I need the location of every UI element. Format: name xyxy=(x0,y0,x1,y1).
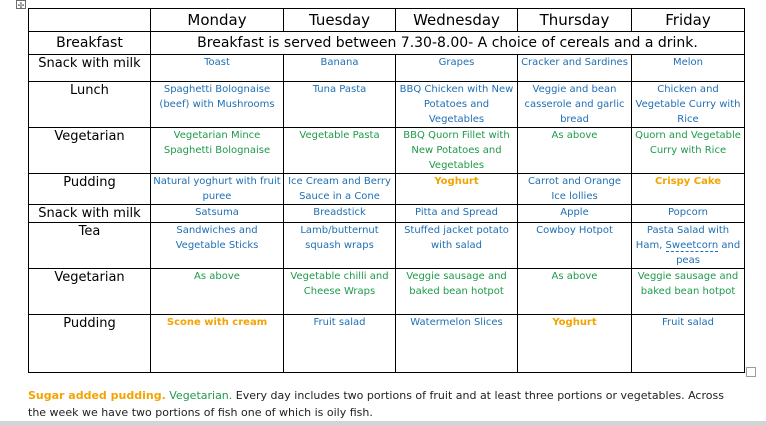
breakfast-row xyxy=(29,32,745,55)
menu-cell: Scone with cream xyxy=(151,315,284,373)
breakfast-label: Breakfast xyxy=(29,32,151,55)
menu-row xyxy=(29,315,745,373)
menu-cell: Sandwiches and Vegetable Sticks xyxy=(151,223,284,269)
day-tuesday: Tuesday xyxy=(284,9,396,32)
menu-cell: Grapes xyxy=(396,55,518,82)
day-header-row xyxy=(29,9,745,32)
day-wednesday: Wednesday xyxy=(396,9,518,32)
vegetarian-key: Vegetarian. xyxy=(169,389,233,402)
row-label: Pudding xyxy=(29,174,151,205)
sugar-key: Sugar added pudding. xyxy=(28,389,166,402)
menu-row xyxy=(29,269,745,315)
menu-cell: Crispy Cake xyxy=(632,174,745,205)
row-label: Pudding xyxy=(29,315,151,373)
menu-cell: Natural yoghurt with fruit puree xyxy=(151,174,284,205)
row-label: Snack with milk xyxy=(29,205,151,223)
menu-cell: Spaghetti Bolognaise (beef) with Mushrooms xyxy=(151,82,284,128)
day-monday: Monday xyxy=(151,9,284,32)
menu-table xyxy=(28,8,745,373)
menu-cell: Melon xyxy=(632,55,745,82)
menu-cell: BBQ Quorn Fillet with New Potatoes and Vegetables xyxy=(396,128,518,174)
menu-cell: Apple xyxy=(518,205,632,223)
menu-cell: As above xyxy=(151,269,284,315)
day-thursday: Thursday xyxy=(518,9,632,32)
menu-cell: Veggie sausage and baked bean hotpot xyxy=(396,269,518,315)
menu-cell: Chicken and Vegetable Curry with Rice xyxy=(632,82,745,128)
menu-row xyxy=(29,128,745,174)
row-label: Vegetarian xyxy=(29,269,151,315)
menu-cell: Watermelon Slices xyxy=(396,315,518,373)
menu-cell: Yoghurt xyxy=(518,315,632,373)
menu-cell: Yoghurt xyxy=(396,174,518,205)
corner-cell xyxy=(29,9,151,32)
menu-cell: Breadstick xyxy=(284,205,396,223)
menu-cell: Cracker and Sardines xyxy=(518,55,632,82)
menu-row xyxy=(29,205,745,223)
menu-cell: Toast xyxy=(151,55,284,82)
menu-row xyxy=(29,223,745,269)
spellcheck-word: Sweetcorn xyxy=(665,240,719,251)
row-label: Snack with milk xyxy=(29,55,151,82)
menu-cell: Vegetarian Mince Spaghetti Bolognaise xyxy=(151,128,284,174)
menu-cell: As above xyxy=(518,128,632,174)
menu-row xyxy=(29,174,745,205)
menu-cell: As above xyxy=(518,269,632,315)
footer-text: Every day includes two portions of fruit and at least three portions or vegetables. Across the week we have two portions of fish one of which is oily fish. xyxy=(28,389,724,419)
menu-cell: Vegetable Pasta xyxy=(284,128,396,174)
day-friday: Friday xyxy=(632,9,745,32)
menu-row xyxy=(29,82,745,128)
menu-cell: Vegetable chilli and Cheese Wraps xyxy=(284,269,396,315)
horizontal-scrollbar[interactable] xyxy=(0,421,766,426)
menu-cell: Pasta Salad with Ham, Sweetcorn and peas xyxy=(632,223,745,269)
menu-cell: Fruit salad xyxy=(632,315,745,373)
menu-cell: Fruit salad xyxy=(284,315,396,373)
menu-cell: Satsuma xyxy=(151,205,284,223)
move-cross-icon[interactable]: ✢ xyxy=(17,1,25,10)
footer-note xyxy=(28,387,740,421)
menu-cell: Ice Cream and Berry Sauce in a Cone xyxy=(284,174,396,205)
menu-cell: Veggie and bean casserole and garlic bread xyxy=(518,82,632,128)
menu-cell: Popcorn xyxy=(632,205,745,223)
top-strip xyxy=(0,0,766,4)
menu-cell: Cowboy Hotpot xyxy=(518,223,632,269)
menu-cell: Pitta and Spread xyxy=(396,205,518,223)
menu-cell: BBQ Chicken with New Potatoes and Vegetables xyxy=(396,82,518,128)
breakfast-text: Breakfast is served between 7.30-8.00- A choice of cereals and a drink. xyxy=(151,32,745,55)
row-label: Tea xyxy=(29,223,151,269)
menu-cell: Tuna Pasta xyxy=(284,82,396,128)
menu-cell: Banana xyxy=(284,55,396,82)
table-resize-icon[interactable] xyxy=(746,367,756,377)
menu-cell: Lamb/butternut squash wraps xyxy=(284,223,396,269)
row-label: Lunch xyxy=(29,82,151,128)
row-label: Vegetarian xyxy=(29,128,151,174)
menu-cell: Carrot and Orange Ice lollies xyxy=(518,174,632,205)
menu-cell: Veggie sausage and baked bean hotpot xyxy=(632,269,745,315)
menu-row xyxy=(29,55,745,82)
menu-cell: Stuffed jacket potato with salad xyxy=(396,223,518,269)
menu-cell: Quorn and Vegetable Curry with Rice xyxy=(632,128,745,174)
